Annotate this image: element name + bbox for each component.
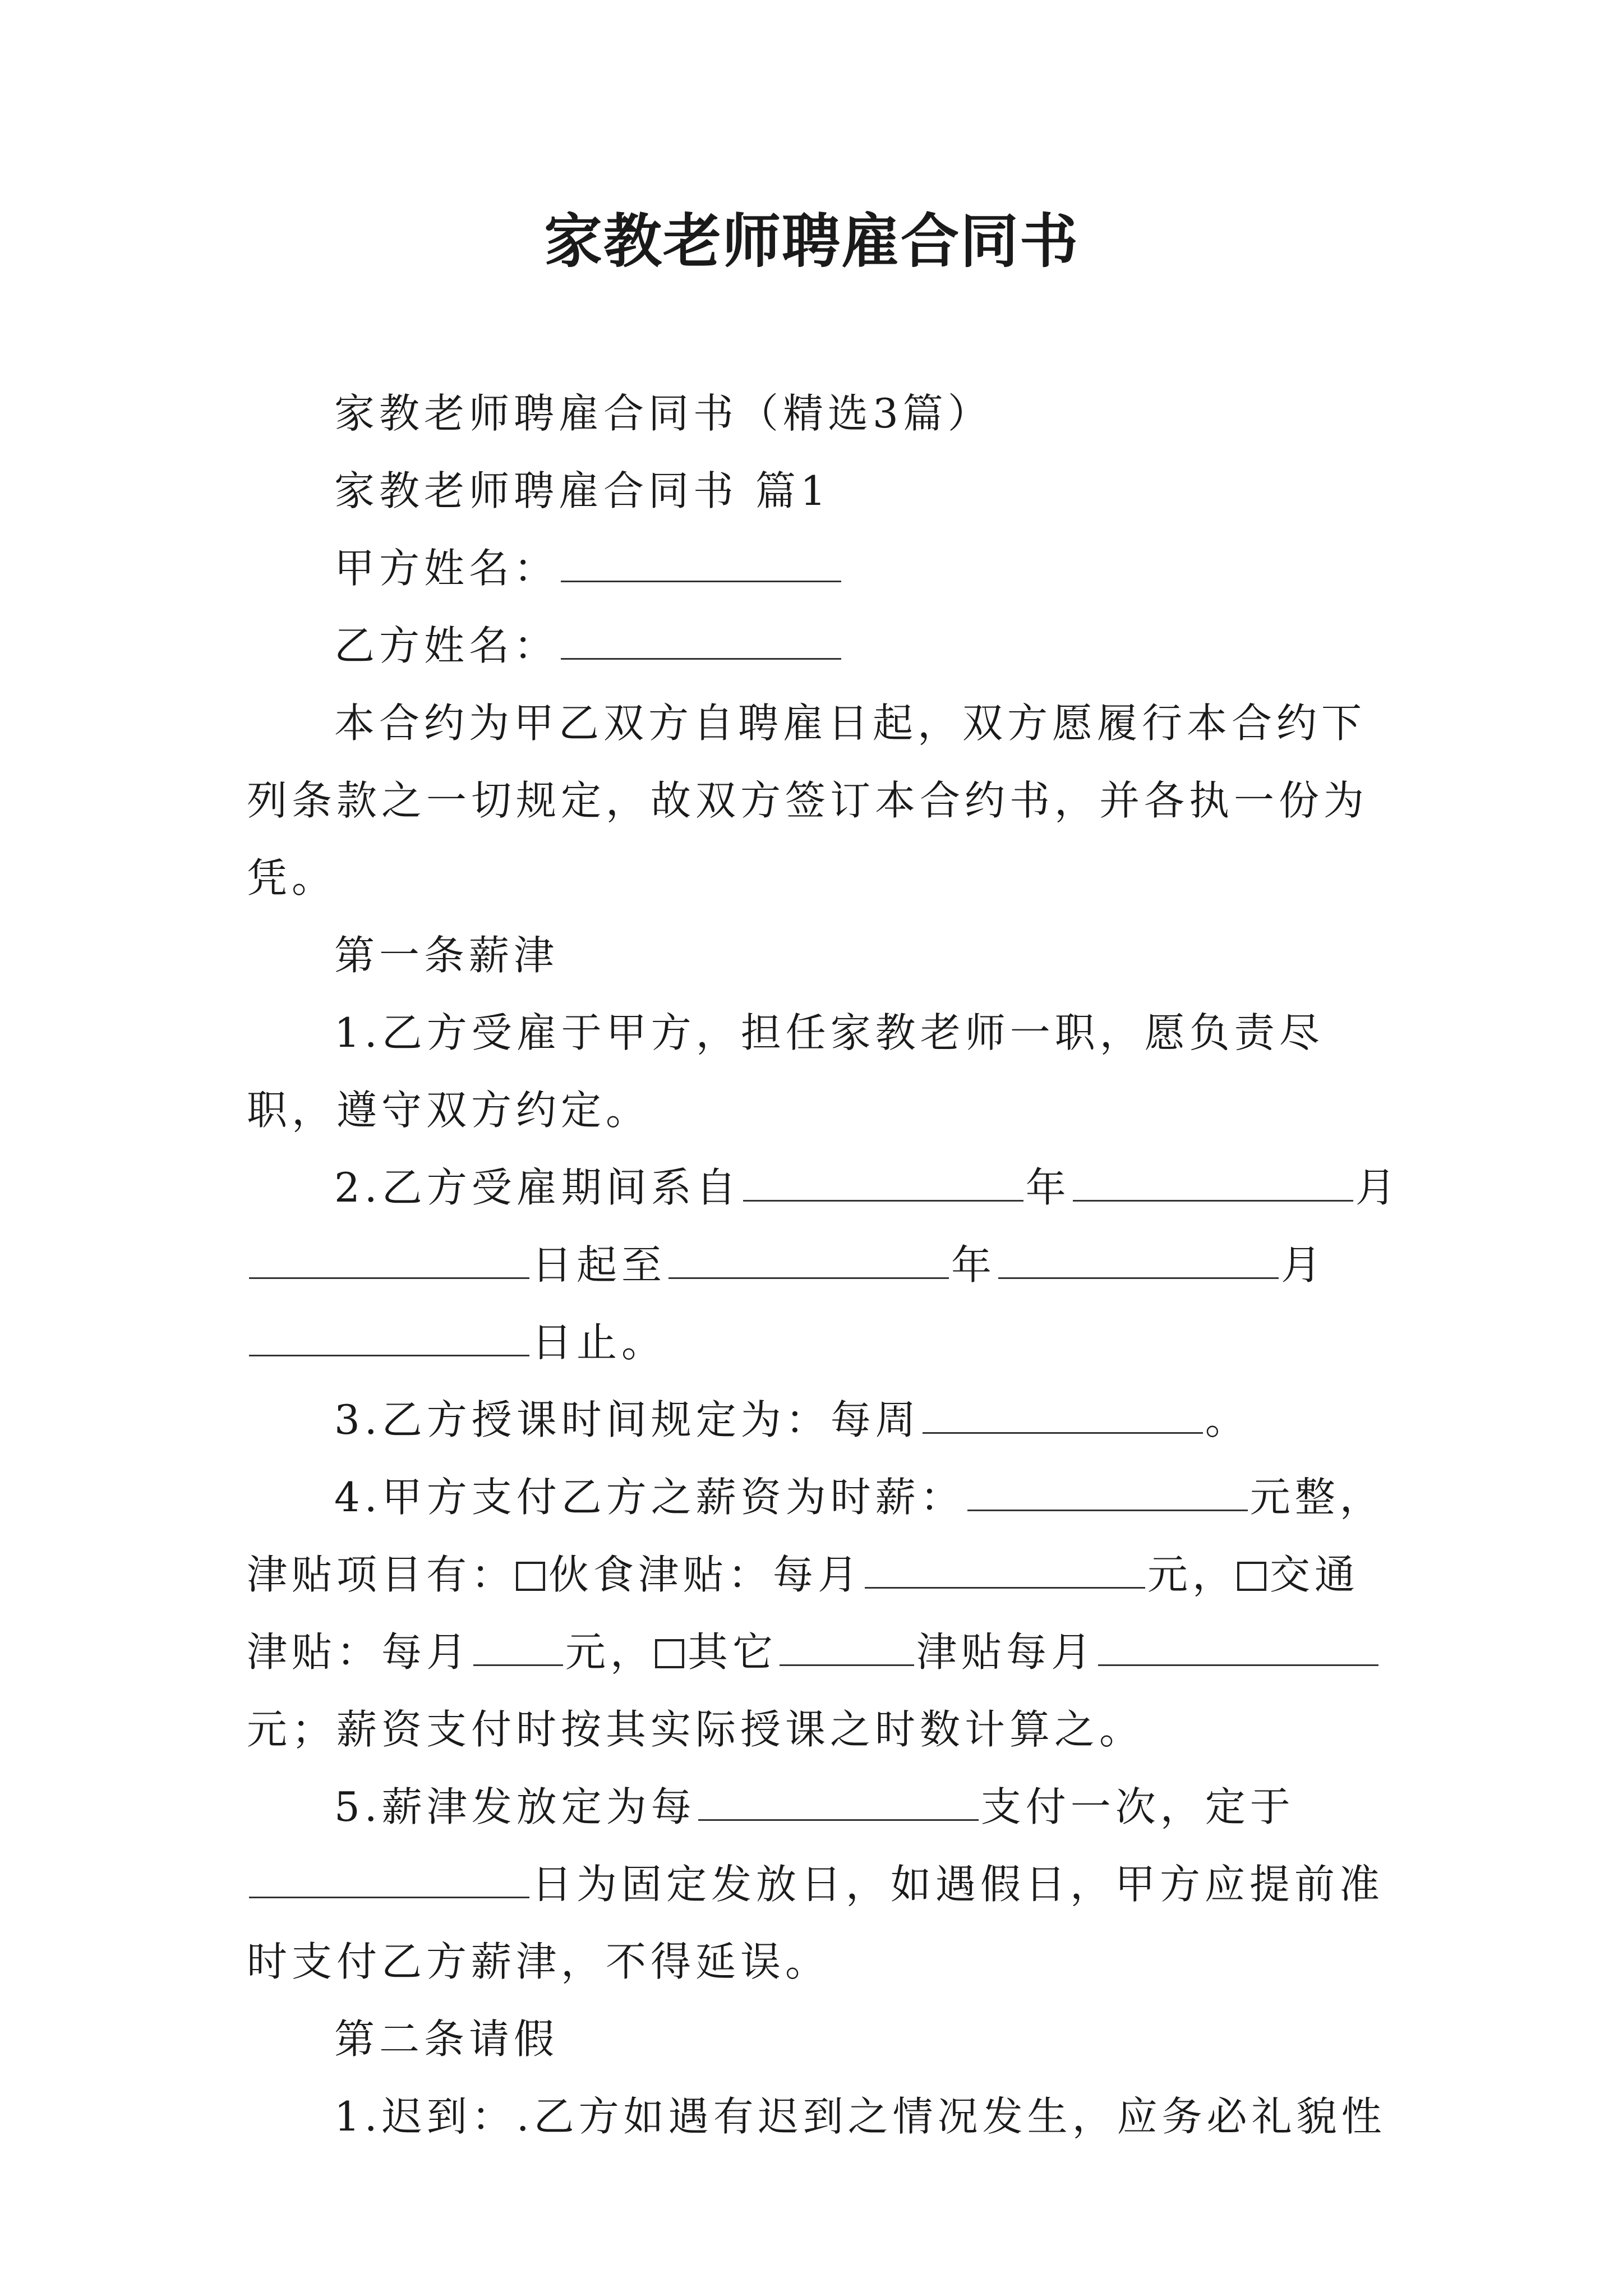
a1i4-text9: 元；薪资支付时按其实际授课之时数计算之。 <box>247 1706 1145 1753</box>
a1i5-text3: 日为固定发放日，如遇假日，甲方应提前准时支付乙方薪津，不得延误。 <box>247 1861 1385 1985</box>
a1i2-text7: 日止。 <box>532 1319 667 1366</box>
a1i5-text2: 支付一次，定于 <box>980 1783 1295 1830</box>
a1i4-text2: 元整，津贴项目有： <box>247 1474 1385 1598</box>
a1i2-text3: 月 <box>1355 1164 1400 1211</box>
a1i4-text1: 4.甲方支付乙方之薪资为时薪： <box>334 1474 965 1521</box>
subtitle: 家教老师聘雇合同书（精选3篇） <box>334 390 993 437</box>
party-a-label: 甲方姓名： <box>334 545 559 592</box>
party-a-blank[interactable] <box>561 547 841 582</box>
a1i4-text8: 津贴每月 <box>916 1628 1096 1676</box>
a1i3-text1: 3.乙方授课时间规定为：每周 <box>334 1396 920 1443</box>
a1i2-text1: 2.乙方受雇期间系自 <box>334 1164 741 1211</box>
party-b-blank[interactable] <box>561 624 841 660</box>
other-allowance-amount-blank[interactable] <box>1098 1631 1378 1666</box>
start-year-blank[interactable] <box>743 1166 1023 1202</box>
a1i4-text6: 元， <box>565 1628 656 1676</box>
document-body <box>247 375 1402 2155</box>
a1i4-text3: 伙食津贴：每月 <box>548 1551 863 1598</box>
a1i4-text4: 元， <box>1147 1551 1238 1598</box>
article2-title: 第二条请假 <box>334 2016 559 2063</box>
a1i4-text7: 其它 <box>688 1628 778 1676</box>
a1i3-text2: 。 <box>1205 1396 1250 1443</box>
article1-title: 第一条薪津 <box>334 932 559 979</box>
other-allowance-checkbox[interactable] <box>655 1639 684 1668</box>
article1-item2 <box>247 1149 1402 1381</box>
a1i2-text2: 年 <box>1025 1164 1071 1211</box>
payment-period-blank[interactable] <box>698 1786 979 1821</box>
section-heading: 家教老师聘雇合同书 篇1 <box>334 467 831 514</box>
start-day-blank[interactable] <box>249 1244 529 1279</box>
meal-allowance-checkbox[interactable] <box>516 1562 545 1591</box>
article1-item4 <box>247 1458 1402 1768</box>
article2-item1: 1.迟到：.乙方如遇有迟到之情况发生，应务必礼貌性 <box>334 2093 1386 2140</box>
end-month-blank[interactable] <box>998 1244 1279 1279</box>
meal-allowance-blank[interactable] <box>865 1553 1145 1589</box>
payment-day-blank[interactable] <box>249 1863 529 1898</box>
end-day-blank[interactable] <box>249 1321 529 1356</box>
intro-paragraph: 本合约为甲乙双方自聘雇日起，双方愿履行本合约下列条款之一切规定，故双方签订本合约书，并各执一份为凭。 <box>247 700 1369 901</box>
other-allowance-type-blank[interactable] <box>780 1631 914 1666</box>
hourly-wage-blank[interactable] <box>967 1476 1248 1511</box>
weekly-schedule-blank[interactable] <box>923 1398 1203 1434</box>
party-b-label: 乙方姓名： <box>334 622 559 669</box>
party-b-line <box>247 607 1402 684</box>
a1i5-text1: 5.薪津发放定为每 <box>334 1783 696 1830</box>
a1i2-text6: 月 <box>1281 1241 1326 1289</box>
article1-item1: 1.乙方受雇于甲方，担任家教老师一职，愿负责尽职，遵守双方约定。 <box>247 1009 1324 1134</box>
document-title: 家教老师聘雇合同书 <box>543 206 1079 275</box>
start-month-blank[interactable] <box>1073 1166 1353 1202</box>
party-a-line <box>247 530 1402 607</box>
article1-item3 <box>247 1381 1402 1458</box>
transport-allowance-blank[interactable] <box>473 1631 563 1666</box>
transport-allowance-checkbox[interactable] <box>1237 1562 1266 1591</box>
a1i2-text4: 日起至 <box>532 1241 667 1289</box>
end-year-blank[interactable] <box>668 1244 949 1279</box>
a1i2-text5: 年 <box>951 1241 997 1289</box>
a1i4-text5: 交通津贴：每月 <box>247 1551 1360 1676</box>
article1-item5 <box>247 1768 1402 2000</box>
